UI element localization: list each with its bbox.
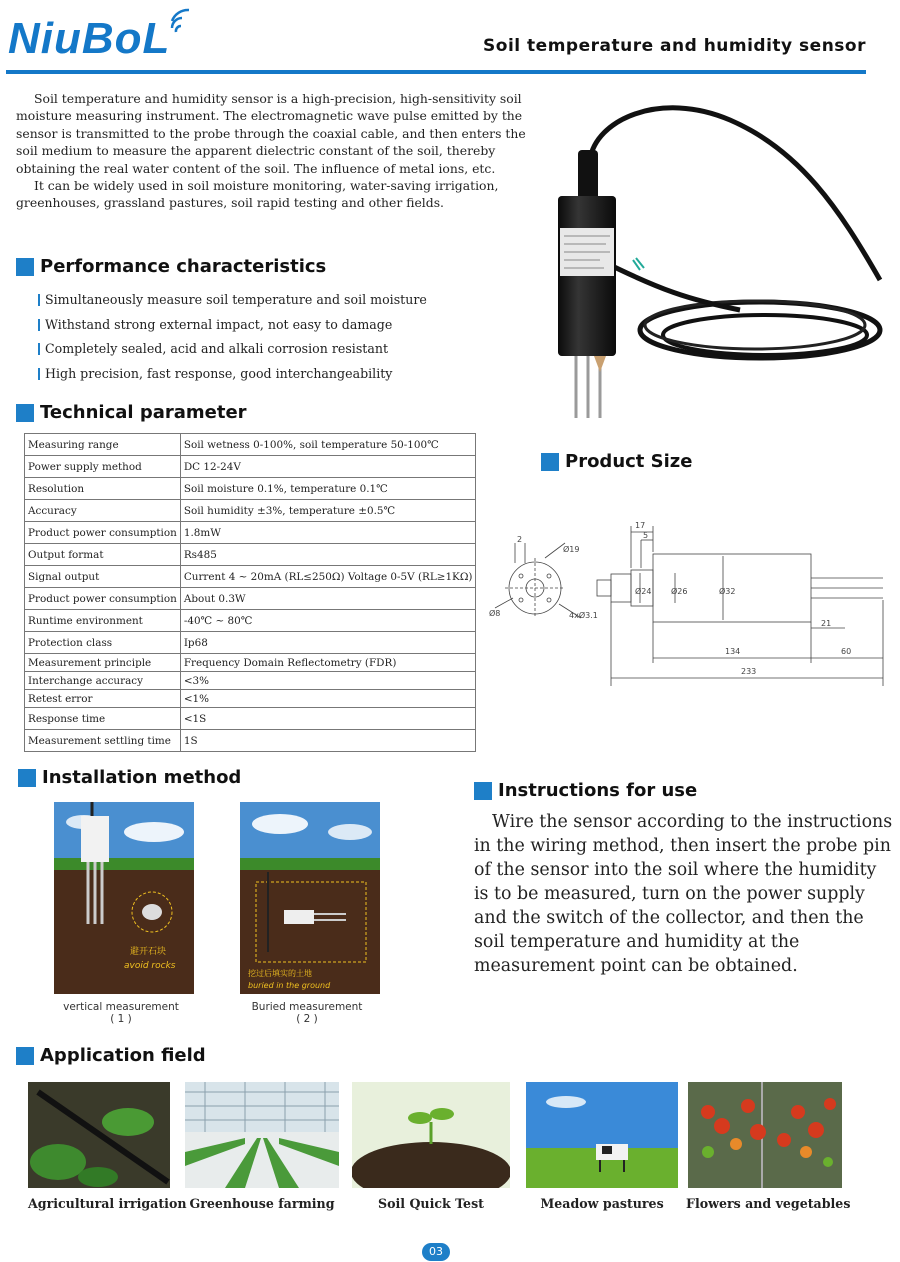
performance-heading xyxy=(16,256,326,277)
overlay-cn-1: 避开石块 xyxy=(130,947,167,957)
technical-heading-text: Technical parameter xyxy=(40,402,247,423)
bullet-bar-icon xyxy=(38,368,40,380)
install-caption-1 xyxy=(54,1001,188,1025)
list-item-text: Completely sealed, acid and alkali corrosion resistant xyxy=(45,341,389,357)
param-name: Measurement principle xyxy=(25,654,181,672)
overlay-en-2: buried in the ground xyxy=(248,981,331,990)
section-marker-icon xyxy=(16,1047,34,1065)
caption-number: ( 1 ) xyxy=(110,1013,132,1025)
table-row xyxy=(25,500,476,522)
section-marker-icon xyxy=(18,769,36,787)
table-row xyxy=(25,690,476,708)
document-title: Soil temperature and humidity sensor xyxy=(483,36,866,56)
table-row xyxy=(25,588,476,610)
list-item-text: Simultaneously measure soil temperature and soil moisture xyxy=(45,292,427,307)
caption-number: ( 2 ) xyxy=(296,1013,318,1025)
application-heading-text: Application field xyxy=(40,1045,206,1066)
param-name: Output format xyxy=(25,544,181,566)
page-number: 03 xyxy=(422,1243,450,1261)
install-caption-2 xyxy=(240,1001,374,1025)
app-caption-flowers: Flowers and vegetables xyxy=(686,1196,851,1211)
dim-d19: Ø19 xyxy=(563,545,580,554)
list-item xyxy=(38,313,508,338)
table-row xyxy=(25,522,476,544)
table-row xyxy=(25,434,476,456)
instructions-heading-text: Instructions for use xyxy=(498,780,698,801)
section-marker-icon xyxy=(541,453,559,471)
param-name: Signal output xyxy=(25,566,181,588)
app-caption-greenhouse: Greenhouse farming xyxy=(189,1196,335,1211)
dim-134: 134 xyxy=(725,647,741,656)
param-name: Measurement settling time xyxy=(25,730,181,752)
table-row xyxy=(25,478,476,500)
product-size-heading xyxy=(541,451,693,472)
product-size-drawing xyxy=(485,518,885,688)
signal-waves-icon xyxy=(168,6,198,36)
param-name: Runtime environment xyxy=(25,610,181,632)
list-item xyxy=(38,337,508,362)
intro-text xyxy=(16,90,528,212)
table-row xyxy=(25,610,476,632)
caption-text: vertical measurement xyxy=(63,1001,179,1013)
performance-list xyxy=(38,288,508,386)
list-item-text: High precision, fast response, good interchangeability xyxy=(45,365,393,381)
table-row xyxy=(25,672,476,690)
table-row xyxy=(25,566,476,588)
soil-quick-test-photo xyxy=(352,1082,510,1188)
param-name: Accuracy xyxy=(25,500,181,522)
installation-heading xyxy=(18,767,241,788)
buried-measurement-photo xyxy=(240,802,380,994)
meadow-pastures-photo xyxy=(526,1082,678,1188)
dim-d26: Ø26 xyxy=(671,587,688,596)
vertical-measurement-photo xyxy=(54,802,194,994)
table-row xyxy=(25,456,476,478)
section-marker-icon xyxy=(16,258,34,276)
dim-d8: Ø8 xyxy=(489,609,501,618)
intro-paragraph-1: Soil temperature and humidity sensor is a high-precision, high-sensitivity soil moisture measuring instrument. The electromagnetic wave pulse emitted by the sensor is transmitted to the probe through the coaxial cable, and then enters the soil medium to measure the apparent dielectric constant of the soil, thereby obtaining the real water content of the soil. The influence of metal ions, etc. xyxy=(16,91,526,176)
param-value: Frequency Domain Reflectometry (FDR) xyxy=(180,654,476,672)
param-value: DC 12-24V xyxy=(180,456,476,478)
dim-233: 233 xyxy=(741,667,757,676)
param-value: 1S xyxy=(180,730,476,752)
technical-heading xyxy=(16,402,247,423)
param-name: Retest error xyxy=(25,690,181,708)
performance-heading-text: Performance characteristics xyxy=(40,256,327,277)
param-name: Power supply method xyxy=(25,456,181,478)
section-marker-icon xyxy=(16,404,34,422)
param-value: Soil humidity ±3%, temperature ±0.5℃ xyxy=(180,500,476,522)
param-name: Protection class xyxy=(25,632,181,654)
param-name: Product power consumption xyxy=(25,588,181,610)
instructions-text: Wire the sensor according to the instructions in the wiring method, then insert the probe pin of the sensor into the soil where the humidity is to be measured, turn on the power supply and the switch of the collector, and then the soil temperature and humidity at the measurement point can be obtained. xyxy=(474,812,893,976)
application-heading xyxy=(16,1045,206,1066)
dim-4xd3: 4xØ3.1 xyxy=(569,611,598,620)
param-name: Measuring range xyxy=(25,434,181,456)
list-item xyxy=(38,362,508,387)
param-value: Soil moisture 0.1%, temperature 0.1℃ xyxy=(180,478,476,500)
table-row xyxy=(25,632,476,654)
niubol-logo: NiuBoL xyxy=(8,14,171,63)
overlay-en-1: avoid rocks xyxy=(124,961,176,971)
param-value: Ip68 xyxy=(180,632,476,654)
list-item-text: Withstand strong external impact, not easy to damage xyxy=(45,316,393,332)
bullet-bar-icon xyxy=(38,319,40,331)
bullet-bar-icon xyxy=(38,343,40,355)
app-caption-soil-test: Soil Quick Test xyxy=(378,1196,484,1211)
table-row xyxy=(25,544,476,566)
app-caption-meadow: Meadow pastures xyxy=(540,1196,664,1211)
param-value: -40℃ ~ 80℃ xyxy=(180,610,476,632)
instructions-heading xyxy=(474,780,697,801)
param-name: Resolution xyxy=(25,478,181,500)
param-value: <1% xyxy=(180,690,476,708)
param-value: 1.8mW xyxy=(180,522,476,544)
param-name: Response time xyxy=(25,708,181,730)
param-name: Product power consumption xyxy=(25,522,181,544)
sensor-product-photo xyxy=(540,100,885,430)
param-value: About 0.3W xyxy=(180,588,476,610)
greenhouse-farming-photo xyxy=(185,1082,339,1188)
param-value: Rs485 xyxy=(180,544,476,566)
dim-21: 21 xyxy=(821,619,832,628)
app-caption-irrigation: Agricultural irrigation xyxy=(28,1196,187,1211)
section-marker-icon xyxy=(474,782,492,800)
intro-paragraph-2: It can be widely used in soil moisture monitoring, water-saving irrigation, greenhouses, grassland pastures, soil rapid testing and other fields. xyxy=(16,178,499,211)
header-rule xyxy=(6,70,866,74)
installation-heading-text: Installation method xyxy=(42,767,242,788)
caption-text: Buried measurement xyxy=(251,1001,363,1013)
bullet-bar-icon xyxy=(38,294,40,306)
dim-60: 60 xyxy=(841,647,852,656)
param-name: Interchange accuracy xyxy=(25,672,181,690)
flowers-vegetables-photo xyxy=(688,1082,842,1188)
technical-parameter-table xyxy=(24,433,476,752)
table-row xyxy=(25,730,476,752)
param-value: Current 4 ~ 20mA (RL≤250Ω) Voltage 0-5V (RL≥1KΩ) xyxy=(180,566,476,588)
table-row xyxy=(25,708,476,730)
param-value: <3% xyxy=(180,672,476,690)
dim-2: 2 xyxy=(517,535,523,544)
dim-d32: Ø32 xyxy=(719,587,736,596)
table-row xyxy=(25,654,476,672)
dim-5: 5 xyxy=(643,531,649,540)
agricultural-irrigation-photo xyxy=(28,1082,170,1188)
overlay-cn-2: 挖过后填实的土地 xyxy=(248,969,312,978)
dim-17: 17 xyxy=(635,521,646,530)
param-value: Soil wetness 0-100%, soil temperature 50-100℃ xyxy=(180,434,476,456)
list-item xyxy=(38,288,508,313)
dim-d24: Ø24 xyxy=(635,587,652,596)
param-value: <1S xyxy=(180,708,476,730)
product-size-heading-text: Product Size xyxy=(565,451,693,472)
